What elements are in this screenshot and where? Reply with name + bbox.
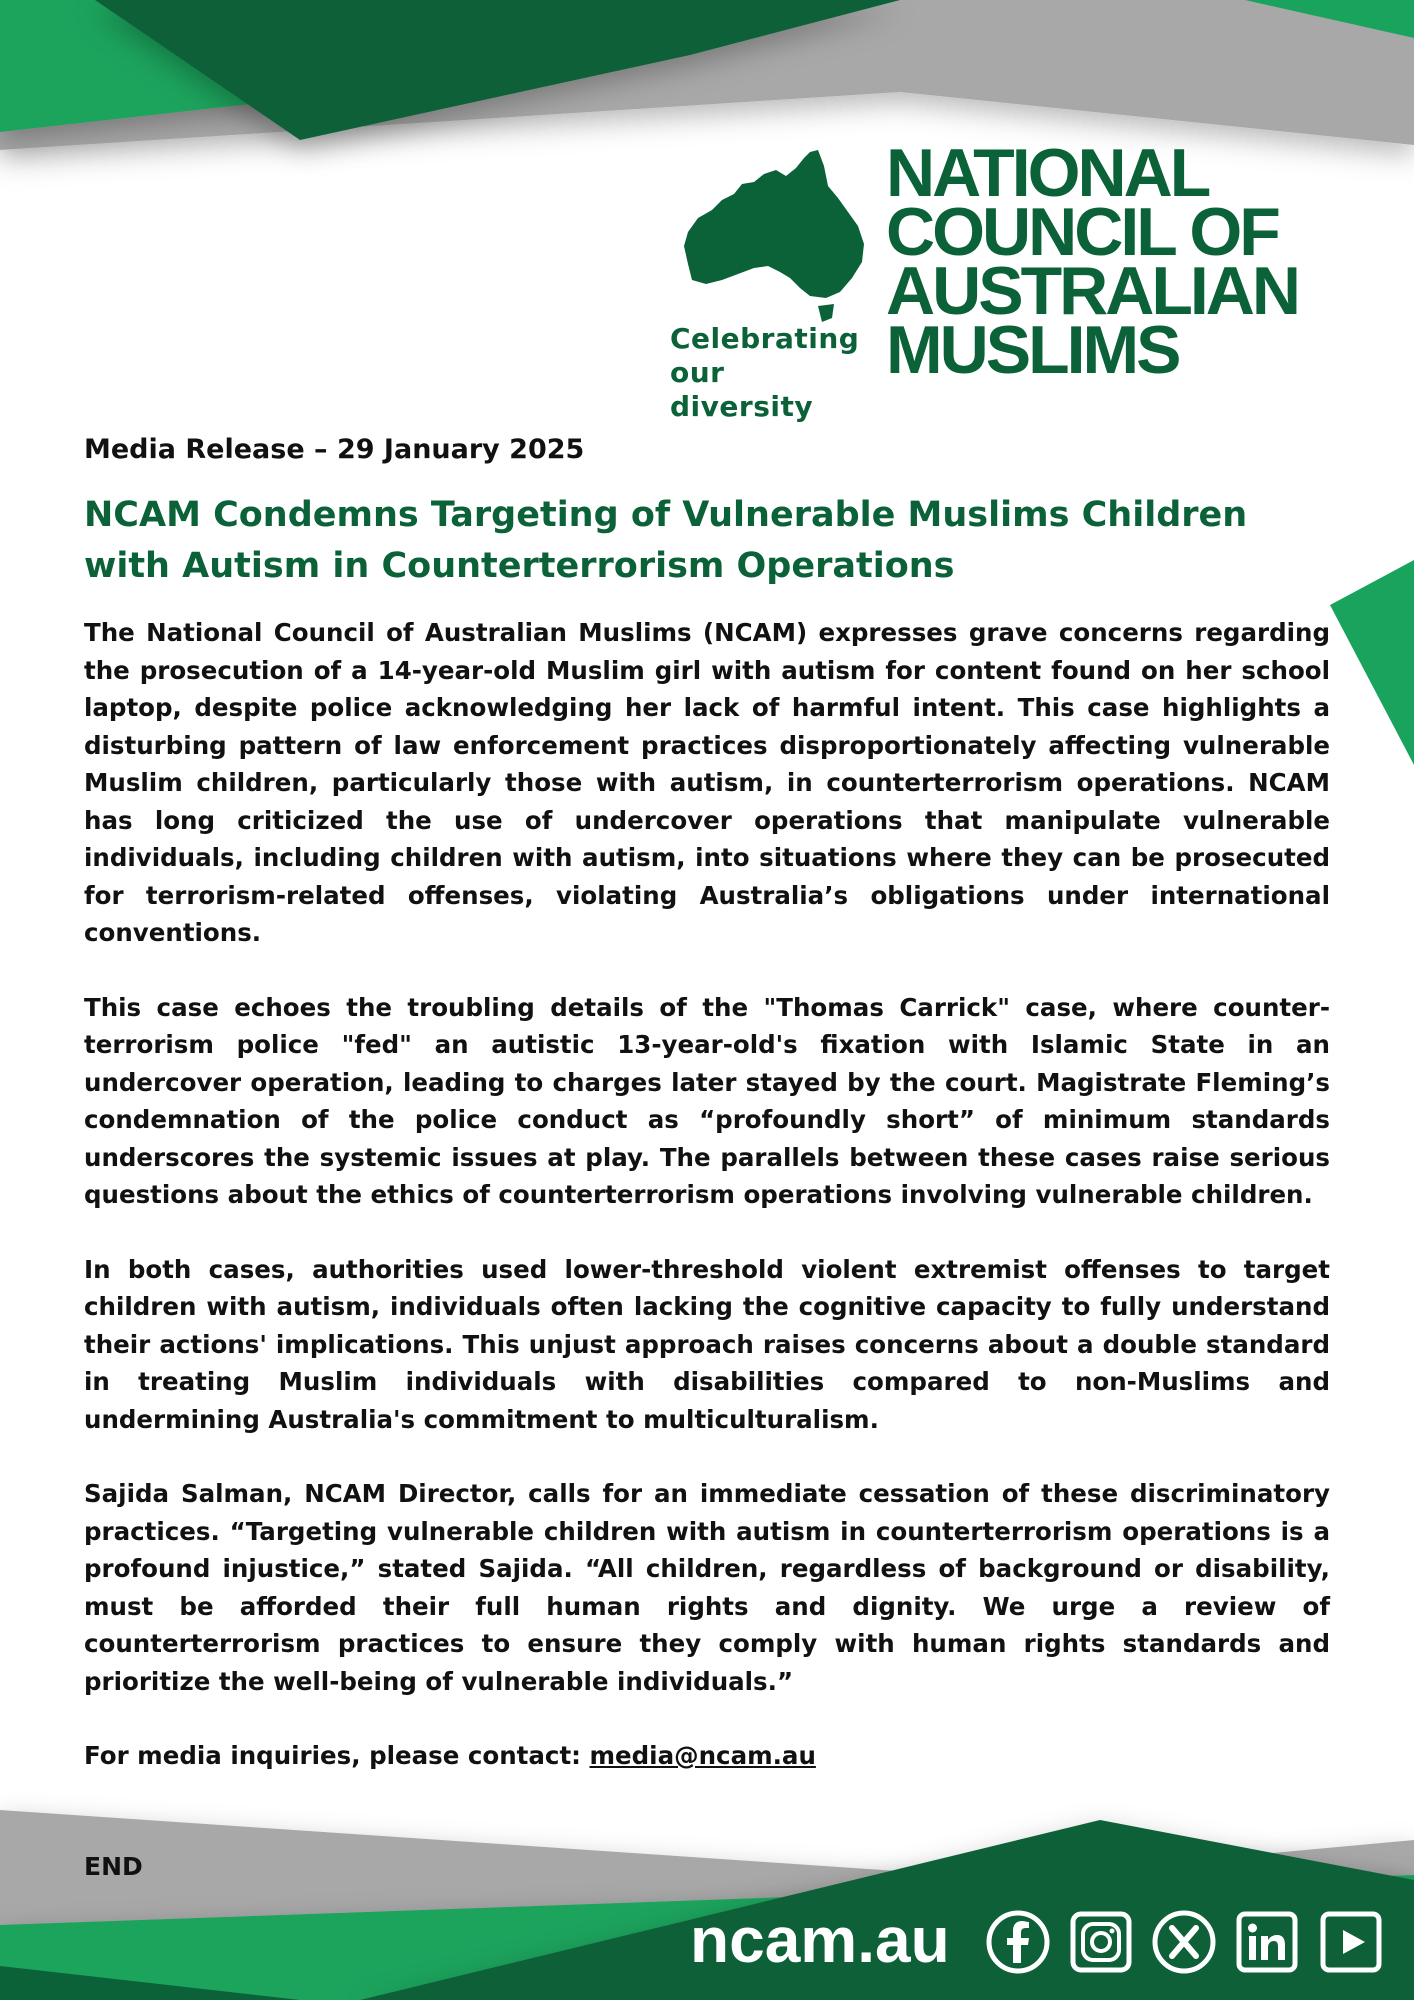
linkedin-icon[interactable] [1234, 1909, 1300, 1975]
release-date: Media Release – 29 January 2025 [84, 434, 585, 465]
org-name-line: MUSLIMS [886, 312, 1179, 388]
contact-email-link[interactable]: media@ncam.au [589, 1741, 816, 1770]
paragraph: In both cases, authorities used lower-threshold violent extremist offenses to target children with autism, individuals often lacking the cognitive capacity to fully understand their actions' implications. This unjust approach raises concerns about a double standard in treating Muslim individuals with disabilities compared to non-Muslims and undermining Australia's commitment to multiculturalism. [84, 1254, 1330, 1434]
media-contact [84, 1737, 1330, 1775]
paragraph: This case echoes the troubling details of the "Thomas Carrick" case, where counter-terrorism police "fed" an autistic 13-year-old's fixation with Islamic State in an undercover operation, leading to charges later stayed by the court. Magistrate Fleming’s condemnation of the police conduct as “profoundly short” of minimum standards underscores the systemic issues at play. The parallels between these cases raise serious questions about the ethics of counterterrorism operations involving vulnerable children. [84, 992, 1330, 1209]
org-name-line: COUNCIL OF [886, 194, 1278, 270]
ncam-logo [670, 135, 1310, 423]
release-headline: NCAM Condemns Targeting of Vulnerable Muslims Children with Autism in Counterterrorism Operations [84, 495, 1248, 586]
tagline-line: Celebrating [670, 322, 860, 355]
organisation-name [886, 135, 1316, 388]
tagline-line: our diversity [670, 356, 814, 423]
website-link[interactable]: ncam.au [690, 1904, 950, 1976]
australia-map-icon [678, 146, 868, 326]
paragraph: The National Council of Australian Muslims (NCAM) expresses grave concerns regarding the prosecution of a 14-year-old Muslim girl with autism for content found on her school laptop, despite police acknowledging her lack of harmful intent. This case highlights a disturbing pattern of law enforcement practices disproportionately affecting vulnerable Muslim children, particularly those with autism, in counterterrorism operations. NCAM has long criticized the use of undercover operations that manipulate vulnerable individuals, including children with autism, into situations where they can be prosecuted for terrorism-related offenses, violating Australia’s obligations under international conventions. [84, 618, 1330, 947]
right-green-accent [1330, 560, 1414, 765]
youtube-icon[interactable] [1318, 1909, 1384, 1975]
x-icon[interactable] [1151, 1909, 1217, 1975]
instagram-icon[interactable] [1068, 1909, 1134, 1975]
media-release-body [84, 430, 1330, 1775]
org-name-line: NATIONAL [886, 135, 1209, 211]
paragraph: Sajida Salman, NCAM Director, calls for an immediate cessation of these discriminatory practices. “Targeting vulnerable children with autism in counterterrorism operations is a profound injustice,” stated Sajida. “All children, regardless of background or disability, must be afforded their full human rights and dignity. We urge a review of counterterrorism practices to ensure they comply with human rights standards and prioritize the well-being of vulnerable individuals.” [84, 1479, 1330, 1696]
contact-label: For media inquiries, please contact: [84, 1741, 590, 1770]
end-marker: END [84, 1852, 143, 1881]
org-name-line: AUSTRALIAN [886, 253, 1298, 329]
tagline [670, 322, 870, 424]
facebook-icon[interactable] [985, 1909, 1051, 1975]
